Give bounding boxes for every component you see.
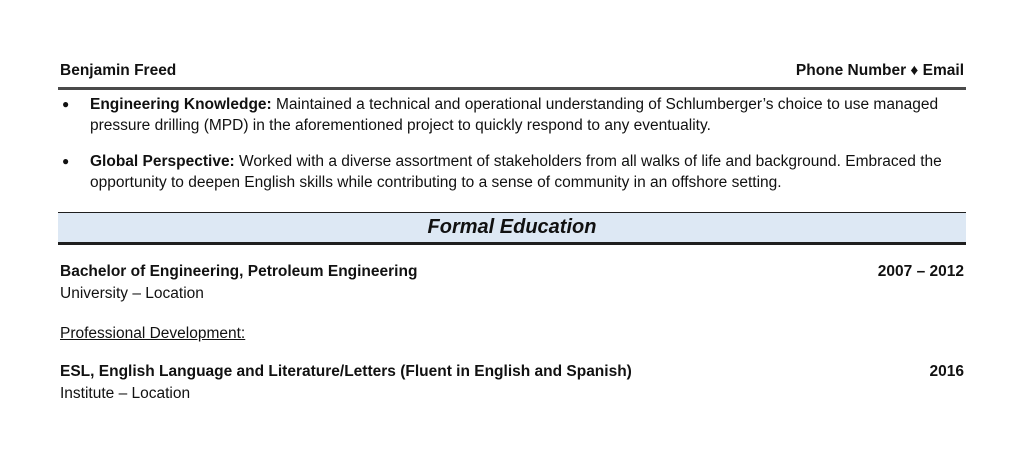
bullet-title: Global Perspective:	[90, 153, 235, 170]
bullet-text: Maintained a technical and operational understanding of Schlumberger’s choice to use managed pressure drilling (MPD) in the aforementioned project to quickly respond to any eventuality.	[90, 96, 939, 134]
section-title: Formal Education	[427, 216, 597, 238]
education-entry	[60, 263, 964, 281]
professional-development-heading: Professional Development:	[60, 325, 246, 342]
course-year: 2016	[929, 363, 964, 380]
resume-header	[60, 62, 964, 80]
institution-location: University – Location	[60, 285, 204, 302]
course-institution: Institute – Location	[60, 385, 191, 402]
course-title: ESL, English Language and Literature/Letters (Fluent in English and Spanish)	[60, 363, 632, 380]
bullet-title: Engineering Knowledge:	[90, 96, 272, 113]
bullet-icon: ●	[62, 154, 70, 168]
bullet-item	[60, 94, 964, 136]
experience-bullets	[60, 94, 964, 208]
contact-info: Phone Number ♦ Email	[795, 62, 964, 79]
bullet-icon: ●	[62, 97, 70, 111]
candidate-name: Benjamin Freed	[60, 62, 177, 79]
degree-title: Bachelor of Engineering, Petroleum Engineering	[60, 263, 418, 280]
bullet-item	[60, 151, 964, 193]
section-header-band	[58, 212, 966, 245]
header-divider	[58, 87, 966, 90]
degree-dates: 2007 – 2012	[877, 263, 964, 280]
professional-development-entry	[60, 363, 964, 381]
bullet-text: Worked with a diverse assortment of stakeholders from all walks of life and background. Embraced the opportunity to deepen English skills while contributing to a sense of community in an offshore setting.	[90, 153, 942, 191]
